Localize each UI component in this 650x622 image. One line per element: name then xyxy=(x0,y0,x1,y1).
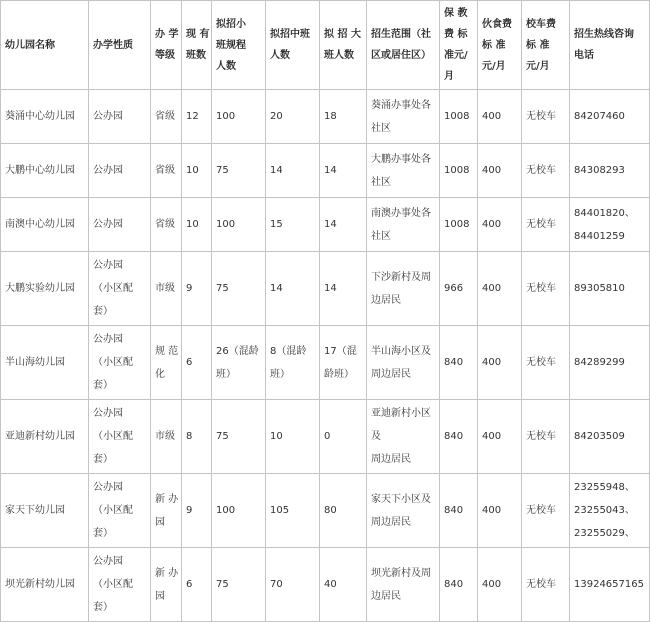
cell-small: 75 xyxy=(212,144,266,198)
cell-large: 14 xyxy=(320,252,367,326)
cell-name: 南澳中心幼儿园 xyxy=(1,198,89,252)
cell-middle: 14 xyxy=(266,252,320,326)
cell-name: 亚迪新村幼儿园 xyxy=(1,400,89,474)
cell-meal: 400 xyxy=(478,400,522,474)
cell-fee: 840 xyxy=(440,548,478,622)
cell-meal: 400 xyxy=(478,198,522,252)
cell-scope: 亚迪新村小区及 周边居民 xyxy=(367,400,440,474)
cell-classes: 6 xyxy=(182,326,212,400)
header-cell: 保 教 费 标 准元/ 月 xyxy=(440,1,478,90)
cell-bus: 无校车 xyxy=(522,144,570,198)
table-row xyxy=(1,90,650,144)
table-header xyxy=(1,1,650,90)
cell-fee: 1008 xyxy=(440,198,478,252)
header-cell: 拟招中班 人数 xyxy=(266,1,320,90)
cell-phone: 13924657165 xyxy=(570,548,650,622)
cell-bus: 无校车 xyxy=(522,400,570,474)
cell-level: 省级 xyxy=(151,198,182,252)
cell-scope: 半山海小区及 周边居民 xyxy=(367,326,440,400)
cell-classes: 10 xyxy=(182,198,212,252)
cell-fee: 966 xyxy=(440,252,478,326)
cell-name: 大鹏中心幼儿园 xyxy=(1,144,89,198)
table-body xyxy=(1,90,650,622)
cell-middle: 14 xyxy=(266,144,320,198)
cell-level: 省级 xyxy=(151,144,182,198)
table-row xyxy=(1,326,650,400)
header-cell: 现 有 班数 xyxy=(182,1,212,90)
cell-small: 100 xyxy=(212,474,266,548)
cell-small: 100 xyxy=(212,198,266,252)
cell-name: 半山海幼儿园 xyxy=(1,326,89,400)
table-row xyxy=(1,548,650,622)
header-cell: 拟招小 班规程 人数 xyxy=(212,1,266,90)
cell-large: 0 xyxy=(320,400,367,474)
cell-nature: 公办园 （小区配 套） xyxy=(89,252,151,326)
cell-bus: 无校车 xyxy=(522,90,570,144)
cell-name: 家天下幼儿园 xyxy=(1,474,89,548)
table-row xyxy=(1,252,650,326)
cell-nature: 公办园 （小区配 套） xyxy=(89,400,151,474)
header-cell: 幼儿园名称 xyxy=(1,1,89,90)
cell-scope: 南澳办事处各 社区 xyxy=(367,198,440,252)
cell-large: 14 xyxy=(320,198,367,252)
cell-classes: 8 xyxy=(182,400,212,474)
cell-phone: 84207460 xyxy=(570,90,650,144)
cell-small: 26（混龄 班） xyxy=(212,326,266,400)
cell-bus: 无校车 xyxy=(522,548,570,622)
cell-nature: 公办园 （小区配 套） xyxy=(89,548,151,622)
cell-classes: 12 xyxy=(182,90,212,144)
cell-middle: 10 xyxy=(266,400,320,474)
cell-classes: 10 xyxy=(182,144,212,198)
cell-middle: 105 xyxy=(266,474,320,548)
cell-phone: 23255948、 23255043、 23255029、 xyxy=(570,474,650,548)
cell-small: 100 xyxy=(212,90,266,144)
cell-level: 市级 xyxy=(151,400,182,474)
header-row xyxy=(1,1,650,90)
cell-bus: 无校车 xyxy=(522,252,570,326)
cell-small: 75 xyxy=(212,548,266,622)
cell-phone: 89305810 xyxy=(570,252,650,326)
cell-phone: 84203509 xyxy=(570,400,650,474)
cell-scope: 大鹏办事处各 社区 xyxy=(367,144,440,198)
cell-level: 规 范 化 xyxy=(151,326,182,400)
cell-fee: 840 xyxy=(440,400,478,474)
cell-large: 40 xyxy=(320,548,367,622)
cell-nature: 公办园 xyxy=(89,90,151,144)
cell-scope: 坝光新村及周 边居民 xyxy=(367,548,440,622)
cell-large: 18 xyxy=(320,90,367,144)
cell-fee: 840 xyxy=(440,326,478,400)
cell-fee: 1008 xyxy=(440,90,478,144)
cell-name: 大鹏实验幼儿园 xyxy=(1,252,89,326)
cell-meal: 400 xyxy=(478,90,522,144)
cell-nature: 公办园 xyxy=(89,144,151,198)
cell-fee: 1008 xyxy=(440,144,478,198)
cell-classes: 6 xyxy=(182,548,212,622)
cell-level: 省级 xyxy=(151,90,182,144)
cell-bus: 无校车 xyxy=(522,474,570,548)
cell-middle: 70 xyxy=(266,548,320,622)
cell-small: 75 xyxy=(212,252,266,326)
header-cell: 拟 招 大 班人数 xyxy=(320,1,367,90)
cell-meal: 400 xyxy=(478,326,522,400)
table-row xyxy=(1,144,650,198)
cell-large: 80 xyxy=(320,474,367,548)
cell-classes: 9 xyxy=(182,474,212,548)
cell-level: 新 办 园 xyxy=(151,474,182,548)
cell-name: 葵涌中心幼儿园 xyxy=(1,90,89,144)
cell-middle: 20 xyxy=(266,90,320,144)
header-cell: 招生范围（社 区或居住区） xyxy=(367,1,440,90)
cell-fee: 840 xyxy=(440,474,478,548)
cell-meal: 400 xyxy=(478,252,522,326)
cell-classes: 9 xyxy=(182,252,212,326)
cell-nature: 公办园 （小区配 套） xyxy=(89,474,151,548)
cell-nature: 公办园 （小区配 套） xyxy=(89,326,151,400)
cell-meal: 400 xyxy=(478,548,522,622)
cell-scope: 葵涌办事处各 社区 xyxy=(367,90,440,144)
cell-nature: 公办园 xyxy=(89,198,151,252)
header-cell: 办 学 等级 xyxy=(151,1,182,90)
cell-bus: 无校车 xyxy=(522,198,570,252)
cell-phone: 84289299 xyxy=(570,326,650,400)
header-cell: 校车费 标 准 元/月 xyxy=(522,1,570,90)
header-cell: 办学性质 xyxy=(89,1,151,90)
cell-name: 坝光新村幼儿园 xyxy=(1,548,89,622)
cell-large: 17（混 龄班） xyxy=(320,326,367,400)
cell-meal: 400 xyxy=(478,144,522,198)
cell-bus: 无校车 xyxy=(522,326,570,400)
cell-small: 75 xyxy=(212,400,266,474)
cell-scope: 家天下小区及 周边居民 xyxy=(367,474,440,548)
cell-level: 市级 xyxy=(151,252,182,326)
header-cell: 招生热线咨询 电话 xyxy=(570,1,650,90)
cell-scope: 下沙新村及周 边居民 xyxy=(367,252,440,326)
cell-middle: 15 xyxy=(266,198,320,252)
cell-large: 14 xyxy=(320,144,367,198)
table-row xyxy=(1,400,650,474)
cell-phone: 84308293 xyxy=(570,144,650,198)
cell-meal: 400 xyxy=(478,474,522,548)
table-row xyxy=(1,474,650,548)
cell-level: 新 办 园 xyxy=(151,548,182,622)
cell-phone: 84401820、 84401259 xyxy=(570,198,650,252)
header-cell: 伙食费 标 准 元/月 xyxy=(478,1,522,90)
table-row xyxy=(1,198,650,252)
cell-middle: 8（混龄 班） xyxy=(266,326,320,400)
